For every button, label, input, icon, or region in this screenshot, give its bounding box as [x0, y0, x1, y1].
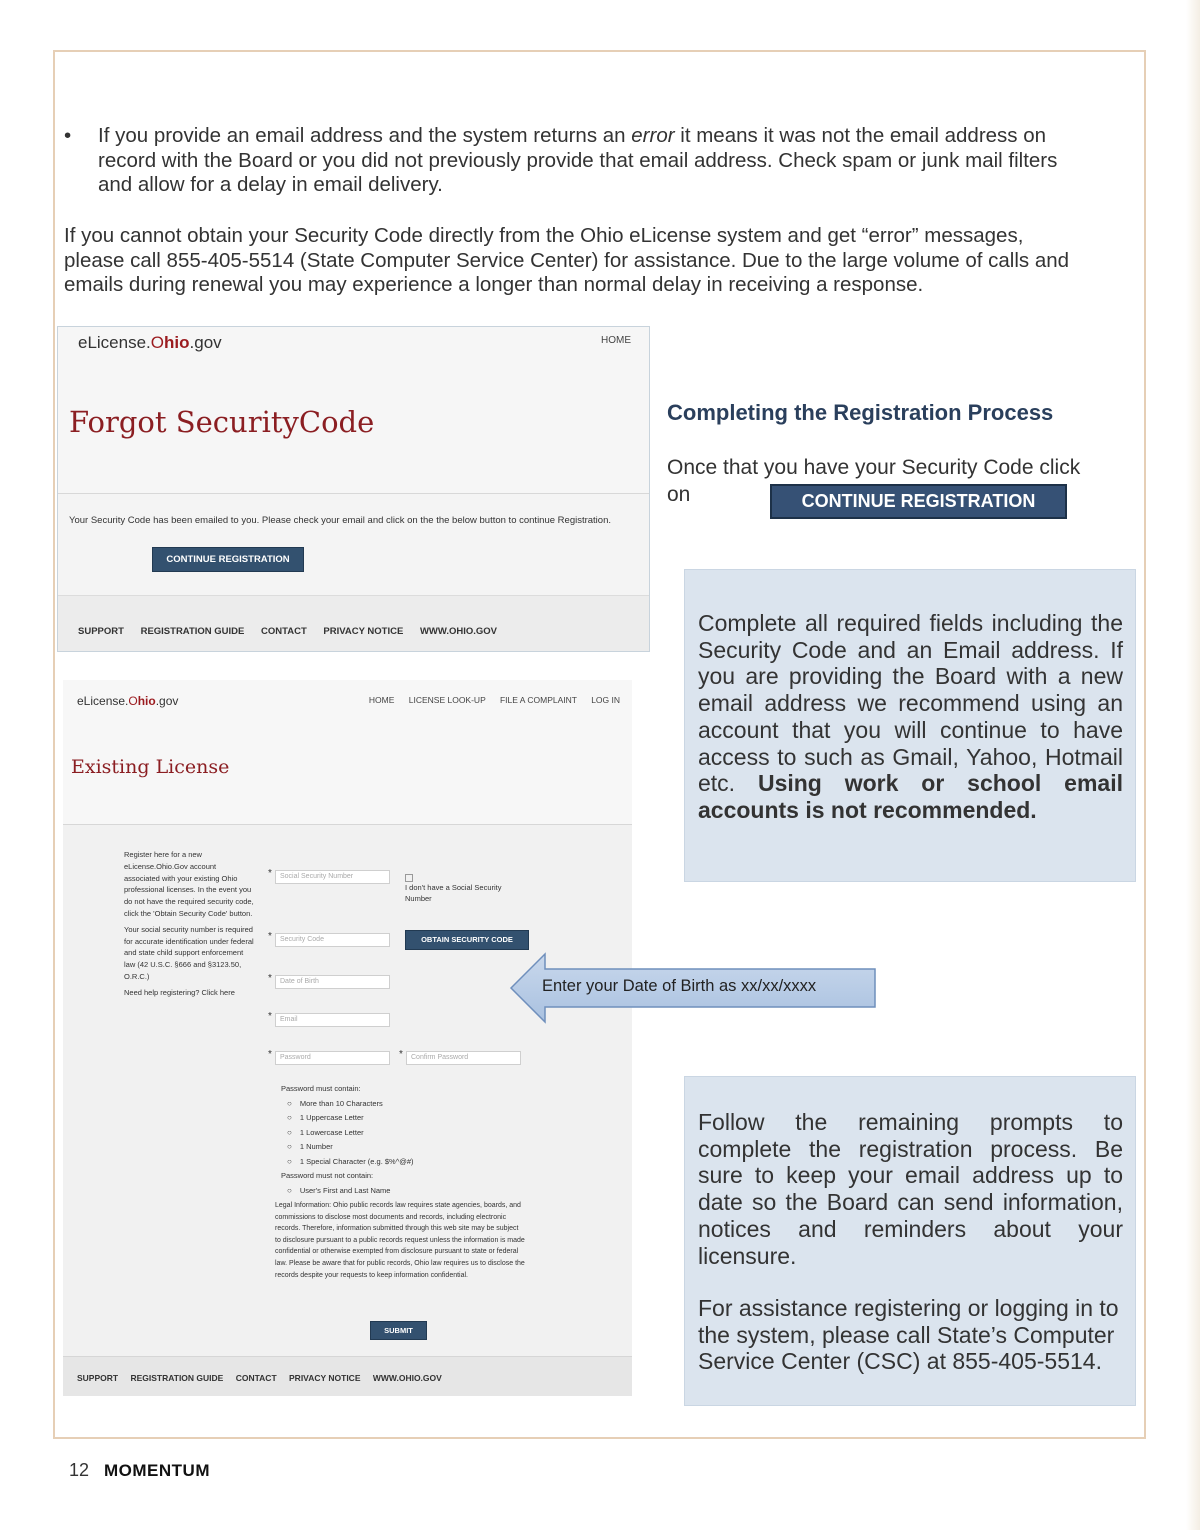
email-field[interactable]: Email — [275, 1013, 390, 1027]
pw-rule-number: ○ 1 Number — [281, 1140, 414, 1155]
screenshot-footer — [58, 595, 649, 652]
remaining-prompts-text: Follow the remaining prompts to complete the registration process. Be sure to keep your email address up to date so the Board can send information, notices and reminders about your licensure. — [698, 1109, 1123, 1269]
password-rules: Password must contain: ○ More than 10 Characters ○ 1 Uppercase Letter ○ 1 Lowercase Letter ○ 1 Number ○ 1 Special Character (e.g. $%^@#) Password must not contain: ○ User's First and Last Name — [281, 1082, 414, 1198]
footer-link-privacy-notice[interactable]: PRIVACY NOTICE — [289, 1373, 361, 1383]
existing-license-screenshot — [63, 680, 632, 1396]
footer-link-support[interactable]: SUPPORT — [77, 1373, 119, 1383]
registration-side-note: Register here for a new eLicense.Ohio.Gov account associated with your existing Ohio professional licenses. In the event you do not have the required security code, click the 'Obtain Security Code' button. Your social security number is required for accurate identification under federal and state child support enforcement law (42 U.S.C. §666 and §3123.50, O.R.C.) Need help registering? Click here — [124, 850, 254, 997]
not-recommended-warning: Using work or school email accounts is not recommended. — [698, 770, 1123, 823]
required-asterisk: * — [268, 1011, 272, 1022]
bullet-text-end: it means it was not the email address on record with the Board or you did not previously provide that email address. Check spam or junk mail filters and allow for a delay in email delivery. — [98, 124, 1058, 196]
assistance-text: For assistance registering or logging in to the system, please call State’s Computer Service Center (CSC) at 855-405-5514. — [698, 1295, 1119, 1375]
pw-rule-lowercase: ○ 1 Lowercase Letter — [281, 1126, 414, 1141]
nav-log-in[interactable]: LOG IN — [591, 695, 620, 705]
bullet-dot: • — [64, 124, 72, 147]
emailed-message: Your Security Code has been emailed to you. Please check your email and click on the the below button to continue Registration. — [69, 515, 612, 526]
no-ssn-label: I don't have a Social Security Number — [405, 883, 502, 903]
bullet-text-start: If you provide an email address and the system returns an — [98, 124, 632, 147]
date-of-birth-field[interactable]: Date of Birth — [275, 975, 390, 989]
required-fields-text: Complete all required fields including the Security Code and an Email address. If you are providing the Board with a new email address we recommend using an account that you will continue to have access to such as Gmail, Yahoo, Hotmail etc. Using work or school email accounts is not recommended. — [698, 610, 1123, 823]
nav-home[interactable]: HOME — [368, 695, 395, 705]
continue-registration-button[interactable]: CONTINUE REGISTRATION — [152, 547, 304, 572]
help-link[interactable]: Need help registering? Click here — [124, 987, 235, 997]
page-number: 12 — [69, 1460, 90, 1480]
footer-link-registration-guide[interactable]: REGISTRATION GUIDE — [130, 1373, 224, 1383]
legal-information: Legal Information: Ohio public records law requires state agencies, boards, and commissions to disclose most documents and records, including electronic records. Therefore, information submitted through this web site may be subject to disclosure pursuant to a public records request unless the information is made confidential or otherwise exempted from disclosure pursuant to state or federal law. Please be aware that for public records, Ohio law requires us to disclose the records despite your requests to keep information confidential. — [275, 1202, 525, 1279]
password-field[interactable]: Password — [275, 1051, 390, 1065]
screenshot-header — [58, 327, 649, 494]
footer-link-contact[interactable]: CONTACT — [261, 626, 307, 637]
intro-paragraph: If you cannot obtain your Security Code directly from the Ohio eLicense system and get “error” messages, please call 855-405-5514 (State Computer Service Center) for assistance. Due to the large volume of calls and emails during renewal you may experience a longer than normal delay in receiving a response. — [64, 224, 1070, 296]
existing-license-title: Existing License — [71, 756, 230, 778]
pw-rule-length: ○ More than 10 Characters — [281, 1097, 414, 1112]
footer-link-ohio-gov[interactable]: WWW.OHIO.GOV — [372, 1373, 442, 1383]
forgot-code-title: Forgot SecurityCode — [69, 405, 375, 439]
footer-link-support[interactable]: SUPPORT — [78, 626, 124, 637]
elicense-logo: eLicense.Ohio.gov — [77, 694, 179, 708]
required-asterisk: * — [268, 868, 272, 879]
info-box-remaining-prompts — [684, 1076, 1136, 1406]
footer-links — [77, 1373, 452, 1383]
obtain-security-code-button[interactable]: OBTAIN SECURITY CODE — [405, 930, 529, 950]
footer-link-contact[interactable]: CONTACT — [235, 1373, 277, 1383]
required-asterisk: * — [268, 973, 272, 984]
no-ssn-checkbox[interactable] — [405, 874, 413, 882]
continue-registration-illustration-button: CONTINUE REGISTRATION — [770, 484, 1067, 519]
magazine-title: MOMENTUM — [104, 1461, 210, 1480]
elicense-logo: eLicense.Ohio.gov — [78, 333, 222, 352]
screenshot-header — [63, 680, 632, 825]
top-nav — [357, 695, 620, 705]
callout-text: Enter your Date of Birth as xx/xx/xxxx — [542, 977, 817, 995]
required-asterisk: * — [399, 1049, 403, 1060]
pw-rule-special: ○ 1 Special Character (e.g. $%^@#) — [281, 1155, 414, 1170]
info-box-required-fields — [684, 569, 1136, 882]
required-asterisk: * — [268, 1049, 272, 1060]
pw-rule-uppercase: ○ 1 Uppercase Letter — [281, 1111, 414, 1126]
bullet-emphasis: error — [631, 124, 675, 147]
ssn-field[interactable]: Social Security Number — [275, 870, 390, 884]
nav-home-link[interactable]: HOME — [601, 335, 631, 346]
section-heading: Completing the Registration Process — [667, 400, 1054, 425]
required-asterisk: * — [268, 931, 272, 942]
confirm-password-field[interactable]: Confirm Password — [406, 1051, 521, 1065]
screenshot-footer — [63, 1356, 632, 1396]
submit-button[interactable]: SUBMIT — [370, 1321, 427, 1340]
bullet-item — [64, 124, 1084, 198]
footer-link-privacy-notice[interactable]: PRIVACY NOTICE — [323, 626, 404, 637]
footer-links — [78, 626, 511, 637]
page-edge-shadow — [1186, 0, 1200, 1530]
footer-link-registration-guide[interactable]: REGISTRATION GUIDE — [140, 626, 245, 637]
pw-rule-no-name: ○ User's First and Last Name — [281, 1184, 414, 1199]
nav-license-lookup[interactable]: LICENSE LOOK-UP — [408, 695, 486, 705]
security-code-field[interactable]: Security Code — [275, 933, 390, 947]
instruction-text: Once that you have your Security Code click on — [667, 456, 1081, 506]
nav-file-complaint[interactable]: FILE A COMPLAINT — [499, 695, 577, 705]
forgot-security-code-screenshot — [57, 326, 650, 652]
footer-link-ohio-gov[interactable]: WWW.OHIO.GOV — [419, 626, 497, 637]
